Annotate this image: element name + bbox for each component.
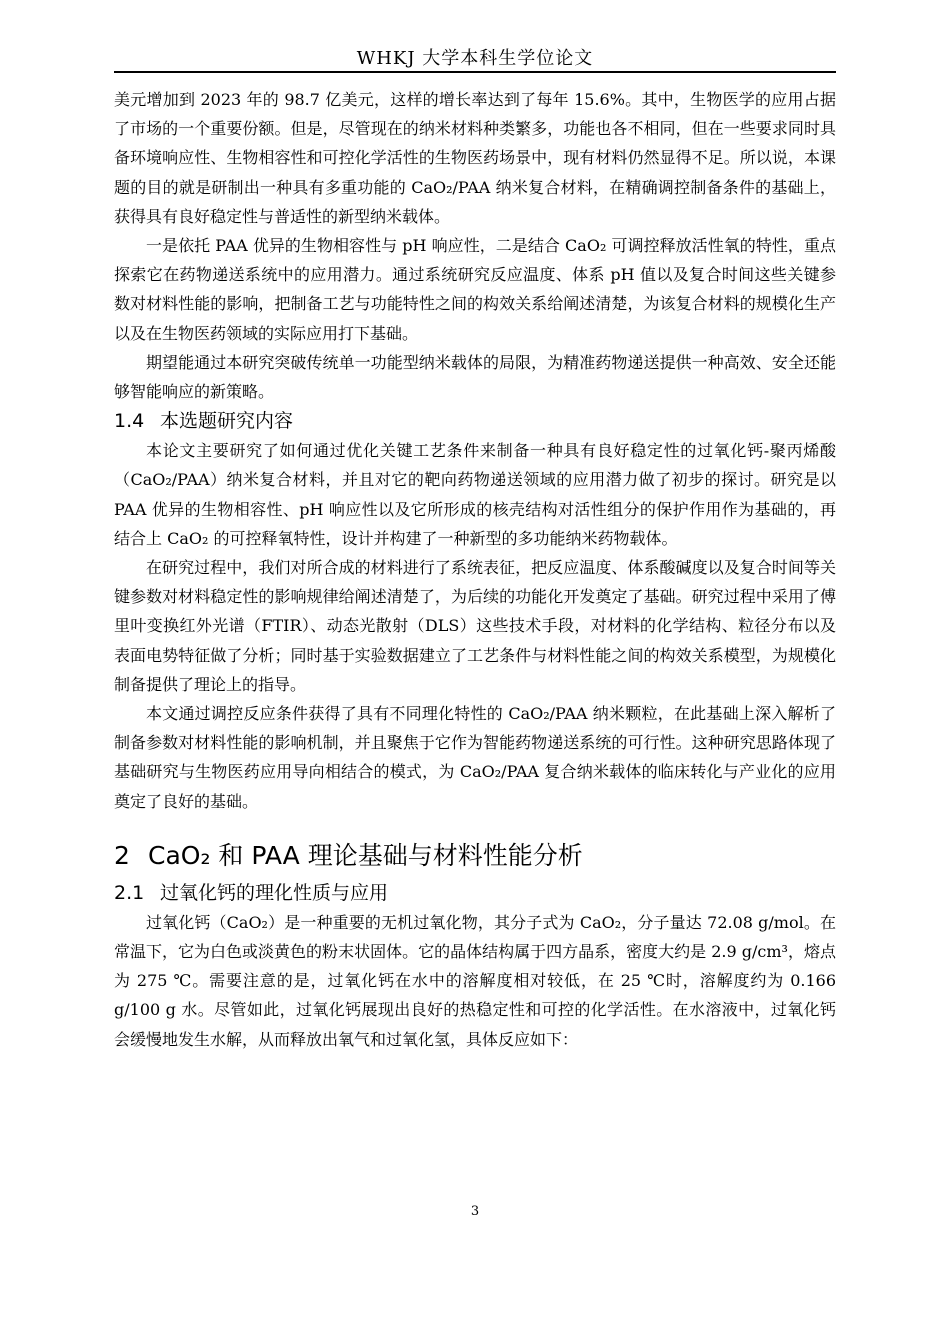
page-body: [114, 85, 836, 1054]
section-heading-1-4: [114, 406, 836, 436]
chapter-title: CaO₂ 和 PAA 理论基础与材料性能分析: [148, 840, 583, 870]
body-paragraph: 美元增加到 2023 年的 98.7 亿美元，这样的增长率达到了每年 15.6%。其中，生物医学的应用占据了市场的一个重要份额。但是，尽管现在的纳米材料种类繁多，功能也各不相同，但在一些要求同时具备环境响应性、生物相容性和可控化学活性的生物医药场景中，现有材料仍然显得不足。所以说，本课题的目的就是研制出一种具有多重功能的 CaO₂/PAA 纳米复合材料，在精确调控制备条件的基础上，获得具有良好稳定性与普适性的新型纳米载体。: [114, 90, 836, 226]
body-paragraph: 本论文主要研究了如何通过优化关键工艺条件来制备一种具有良好稳定性的过氧化钙-聚丙烯酸（CaO₂/PAA）纳米复合材料，并且对它的靶向药物递送领域的应用潜力做了初步的探讨。研究是以 PAA 优异的生物相容性、pH 响应性以及它所形成的核壳结构对活性组分的保护作用作为基础的，再结合上 CaO₂ 的可控释氧特性，设计并构建了一种新型的多功能纳米药物载体。: [114, 441, 836, 548]
spacer: [114, 816, 836, 838]
section-title: 本选题研究内容: [160, 410, 294, 433]
chapter-heading-2: [114, 838, 836, 874]
body-paragraph: 过氧化钙（CaO₂）是一种重要的无机过氧化物，其分子式为 CaO₂，分子量达 72.08 g/mol。在常温下，它为白色或淡黄色的粉末状固体。它的晶体结构属于四方晶系，密度大约是 2.9 g/cm³，熔点为 275 ℃。需要注意的是，过氧化钙在水中的溶解度相对较低，在 25 ℃时，溶解度约为 0.166 g/100 g 水。尽管如此，过氧化钙展现出良好的热稳定性和可控的化学活性。在水溶液中，过氧化钙会缓慢地发生水解，从而释放出氧气和过氧化氢，具体反应如下：: [114, 912, 836, 1049]
section-number: 1.4: [114, 410, 145, 433]
running-header: WHKJ 大学本科生学位论文: [356, 48, 594, 69]
section-heading-2-1: [114, 878, 836, 908]
section-title: 过氧化钙的理化性质与应用: [160, 881, 389, 904]
section-number: 2.1: [114, 881, 145, 904]
header-rule: [114, 71, 836, 73]
page-number: 3: [470, 1204, 480, 1219]
body-paragraph: 期望能通过本研究突破传统单一功能型纳米载体的局限，为精准药物递送提供一种高效、安全还能够智能响应的新策略。: [114, 352, 836, 402]
body-paragraph: 在研究过程中，我们对所合成的材料进行了系统表征，把反应温度、体系酸碱度以及复合时间等关键参数对材料稳定性的影响规律给阐述清楚了，为后续的功能化开发奠定了基础。研究过程中采用了傅里叶变换红外光谱（FTIR）、动态光散射（DLS）这些技术手段，对材料的化学结构、粒径分布以及表面电势特征做了分析；同时基于实验数据建立了工艺条件与材料性能之间的构效关系模型，为规模化制备提供了理论上的指导。: [114, 558, 836, 694]
chapter-number: 2: [114, 840, 130, 870]
body-paragraph: 一是依托 PAA 优异的生物相容性与 pH 响应性，二是结合 CaO₂ 可调控释放活性氧的特性，重点探索它在药物递送系统中的应用潜力。通过系统研究反应温度、体系 pH 值以及复合时间这些关键参数对材料性能的影响，把制备工艺与功能特性之间的构效关系给阐述清楚，为该复合材料的规模化生产以及在生物医药领域的实际应用打下基础。: [114, 236, 836, 343]
body-paragraph: 本文通过调控反应条件获得了具有不同理化特性的 CaO₂/PAA 纳米颗粒，在此基础上深入解析了制备参数对材料性能的影响机制，并且聚焦于它作为智能药物递送系统的可行性。这种研究思路体现了基础研究与生物医药应用导向相结合的模式，为 CaO₂/PAA 复合纳米载体的临床转化与产业化的应用奠定了良好的基础。: [114, 704, 836, 811]
